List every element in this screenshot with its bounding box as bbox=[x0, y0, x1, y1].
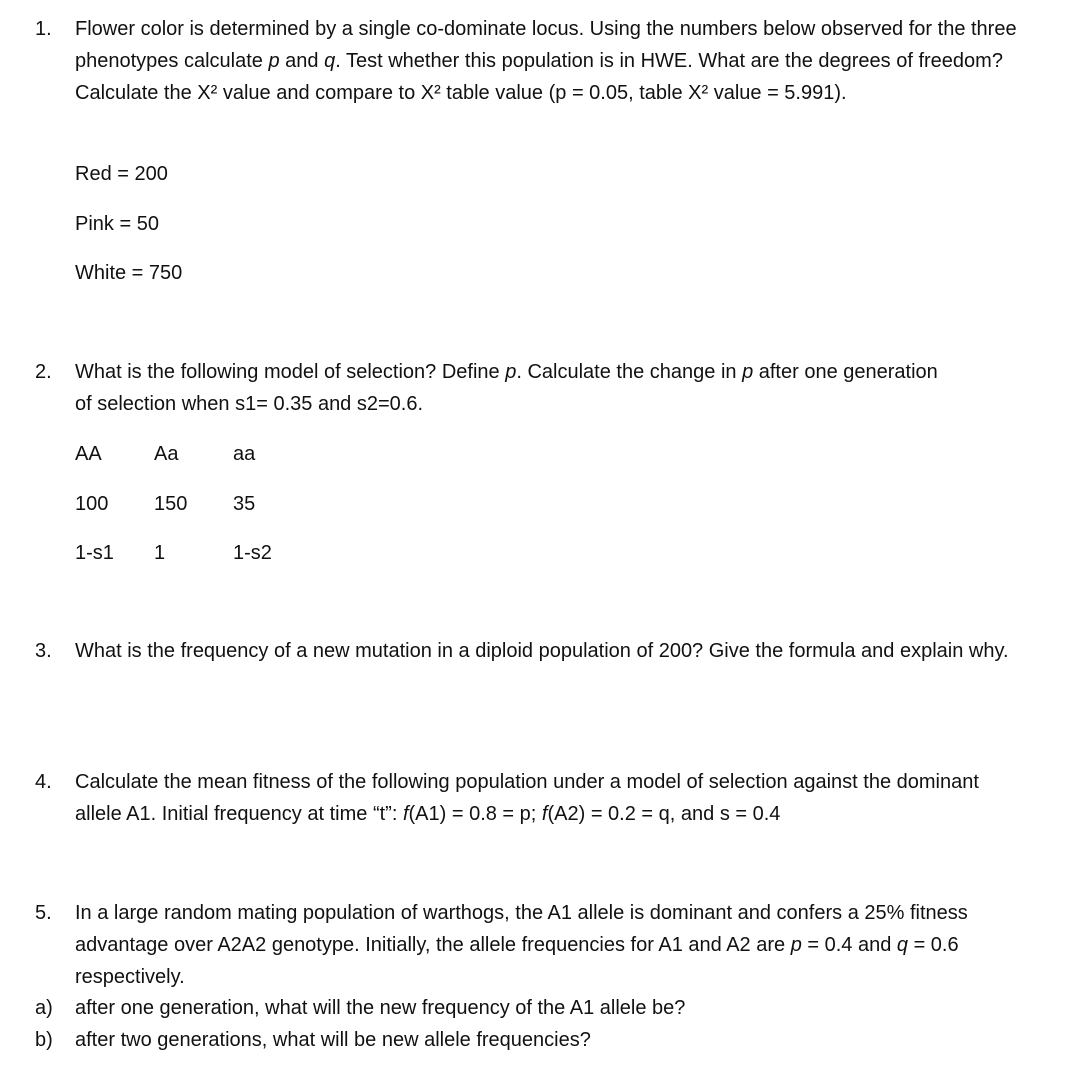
subquestion-label: b) bbox=[35, 1029, 53, 1051]
count-AA: 100 bbox=[75, 493, 109, 515]
question-number: 4. bbox=[35, 771, 52, 793]
count-Aa: 150 bbox=[154, 493, 188, 515]
count-aa: 35 bbox=[233, 493, 256, 515]
subquestion-text: after two generations, what will be new allele frequencies? bbox=[75, 1029, 591, 1051]
observed-red: Red = 200 bbox=[75, 163, 168, 185]
observed-white: White = 750 bbox=[75, 262, 183, 284]
question-text: What is the frequency of a new mutation in a diploid population of 200? Give the formula and explain why. bbox=[75, 640, 1009, 662]
question-text: Calculate the mean fitness of the following population under a model of selection against the dominant allele A1. Initial frequency at time “t”: f(A1) = 0.8 = p; f(A2) = 0.2 = q, and s = 0.4 bbox=[75, 771, 979, 825]
observed-pink: Pink = 50 bbox=[75, 213, 159, 235]
question-number: 2. bbox=[35, 361, 52, 383]
fitness-Aa: 1 bbox=[154, 542, 166, 564]
fitness-AA: 1-s1 bbox=[75, 542, 114, 564]
header-Aa: Aa bbox=[154, 443, 179, 465]
fitness-aa: 1-s2 bbox=[233, 542, 272, 564]
question-text: Flower color is determined by a single co-dominate locus. Using the numbers below observed for the three phenotypes calculate p and q. Test whether this population is in HWE. What are the degrees of freedom? Calculate the X² value and compare to X² table value (p = 0.05, table X² value = 5.991). bbox=[75, 18, 1017, 104]
question-text: In a large random mating population of warthogs, the A1 allele is dominant and confers a 25% fitness advantage over A2A2 genotype. Initially, the allele frequencies for A1 and A2 are p = 0.4 and q = 0.6 respectively. bbox=[75, 902, 968, 988]
question-number: 3. bbox=[35, 640, 52, 662]
question-number: 5. bbox=[35, 902, 52, 924]
subquestion-text: after one generation, what will the new frequency of the A1 allele be? bbox=[75, 997, 686, 1019]
header-aa: aa bbox=[233, 443, 256, 465]
header-AA: AA bbox=[75, 443, 102, 465]
subquestion-label: a) bbox=[35, 997, 53, 1019]
question-number: 1. bbox=[35, 18, 52, 40]
question-text: What is the following model of selection? Define p. Calculate the change in p after one generation of selection when s1= 0.35 and s2=0.6. bbox=[75, 361, 938, 415]
